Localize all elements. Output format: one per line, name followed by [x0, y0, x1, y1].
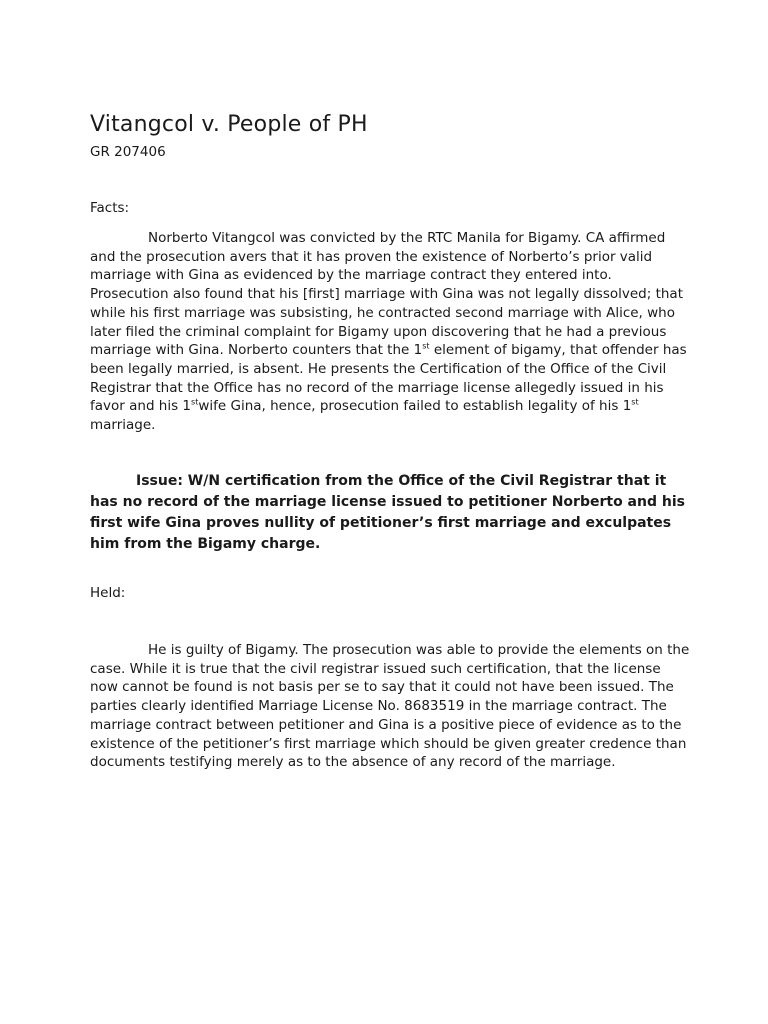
issue-paragraph	[90, 471, 690, 555]
facts-text-part1: Norberto Vitangcol was convicted by the RTC Manila for Bigamy. CA affirmed and the prosecution avers that it has proven the existence of Norberto’s prior valid marriage with Gina as evidenced by the marriage contract they entered into. Prosecution also found that his [first] marriage with Gina was not legally dissolved; that while his first marriage was subsisting, he contracted second marriage with Alice, who later filed the criminal complaint for Bigamy upon discovering that he had a previous marriage with Gina. Norberto counters that the 1	[90, 230, 683, 359]
held-text: He is guilty of Bigamy. The prosecution was able to provide the elements on the case. While it is true that the civil registrar issued such certification, that the license now cannot be found is not basis per se to say that it could not have been issued. The parties clearly identified Marriage License No. 8683519 in the marriage contract. The marriage contract between petitioner and Gina is a positive piece of evidence as to the existence of the petitioner’s first marriage which should be given greater credence than documents testifying merely as to the absence of any record of the marriage.	[90, 642, 690, 771]
facts-text-part2: element of bigamy, that offender has been legally married, is absent. He presents the Certification of the Office of the Civil Registrar that the Office has no record of the marriage license allegedly issued in his favor and his 1	[90, 342, 687, 415]
issue-text: Issue: W/N certification from the Office of the Civil Registrar that it has no record of the marriage license issued to petitioner Norberto and his first wife Gina proves nullity of petitioner’s first marriage and exculpates him from the Bigamy charge.	[90, 473, 685, 552]
facts-heading: Facts:	[90, 200, 130, 216]
facts-text-part3: wife Gina, hence, prosecution failed to establish legality of his 1	[198, 398, 632, 415]
facts-superscript-1: st	[422, 341, 430, 351]
facts-superscript-2: st	[191, 397, 199, 407]
held-paragraph	[90, 641, 690, 772]
document-title: Vitangcol v. People of PH	[90, 112, 368, 137]
case-number: GR 207406	[90, 144, 166, 160]
facts-text-part4: marriage.	[90, 417, 156, 434]
facts-paragraph	[90, 229, 690, 435]
facts-superscript-3: st	[631, 397, 639, 407]
held-heading: Held:	[90, 585, 126, 601]
